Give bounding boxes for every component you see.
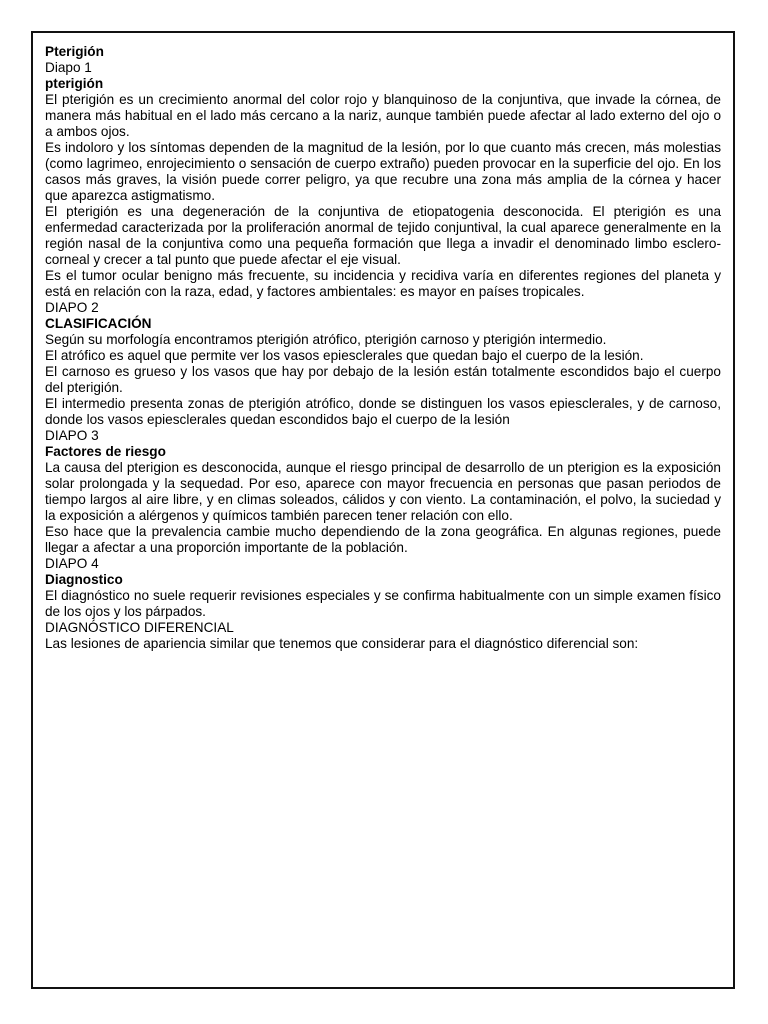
paragraph-prevalence: Eso hace que la prevalencia cambie mucho dependiendo de la zona geográfica. En algunas regiones, puede llegar a afectar a una proporción importante de la población. bbox=[45, 524, 721, 555]
paragraph-morphology: Según su morfología encontramos pterigión atrófico, pterigión carnoso y pterigión intermedio. bbox=[45, 332, 607, 347]
heading-clasificacion: CLASIFICACIÓN bbox=[45, 316, 152, 331]
slide-label-4: DIAPO 4 bbox=[45, 556, 99, 571]
paragraph-similar-lesions: Las lesiones de apariencia similar que tenemos que considerar para el diagnóstico diferencial son: bbox=[45, 636, 639, 651]
label-differential-diagnosis: DIAGNÓSTICO DIFERENCIAL bbox=[45, 620, 234, 635]
heading-pterigion-lower: pterigión bbox=[45, 76, 104, 91]
paragraph-incidence: Es el tumor ocular benigno más frecuente, su incidencia y recidiva varía en diferentes regiones del planeta y está en relación con la raza, edad, y factores ambientales: es mayor en países tropicales. bbox=[45, 268, 721, 299]
slide-label-3: DIAPO 3 bbox=[45, 428, 99, 443]
slide-label-1: Diapo 1 bbox=[45, 60, 92, 75]
document-body bbox=[45, 44, 721, 652]
paragraph-diagnosis: El diagnóstico no suele requerir revisiones especiales y se confirma habitualmente con un simple examen físico de los ojos y los párpados. bbox=[45, 588, 721, 619]
paragraph-definition: El pterigión es un crecimiento anormal del color rojo y blanquinoso de la conjuntiva, que invade la córnea, de manera más habitual en el lado más cercano a la nariz, aunque también puede afectar al lado externo del ojo o a ambos ojos. bbox=[45, 92, 721, 139]
paragraph-atrophic: El atrófico es aquel que permite ver los vasos epiesclerales que quedan bajo el cuerpo de la lesión. bbox=[45, 348, 644, 363]
heading-pterigion: Pterigión bbox=[45, 44, 104, 59]
heading-risk-factors: Factores de riesgo bbox=[45, 444, 166, 459]
paragraph-degeneration: El pterigión es una degeneración de la conjuntiva de etiopatogenia desconocida. El pterigión es una enfermedad caracterizada por la proliferación anormal de tejido conjuntival, la cual aparece generalmente en la región nasal de la conjuntiva como una pequeña formación que llega a invadir el denominado limbo esclero-corneal y crecer a tal punto que puede afectar el eje visual. bbox=[45, 204, 721, 267]
paragraph-fleshy: El carnoso es grueso y los vasos que hay por debajo de la lesión están totalmente escondidos bajo el cuerpo del pterigión. bbox=[45, 364, 721, 395]
paragraph-cause: La causa del pterigion es desconocida, aunque el riesgo principal de desarrollo de un pterigion es la exposición solar prolongada y la sequedad. Por eso, aparece con mayor frecuencia en personas que pasan periodos de tiempo largos al aire libre, y en climas soleados, cálidos y con viento. La contaminación, el polvo, la suciedad y la exposición a alérgenos y químicos también parecen tener relación con ello. bbox=[45, 460, 721, 523]
slide-label-2: DIAPO 2 bbox=[45, 300, 99, 315]
paragraph-symptoms: Es indoloro y los síntomas dependen de la magnitud de la lesión, por lo que cuanto más crecen, más molestias (como lagrimeo, enrojecimiento o sensación de cuerpo extraño) pueden provocar en la superficie del ojo. En los casos más graves, la visión puede correr peligro, ya que recubre una zona más amplia de la córnea y hacer que aparezca astigmatismo. bbox=[45, 140, 721, 203]
heading-diagnostico: Diagnostico bbox=[45, 572, 123, 587]
paragraph-intermediate: El intermedio presenta zonas de pterigión atrófico, donde se distinguen los vasos epiesclerales, y de carnoso, donde los vasos epiesclerales quedan escondidos bajo el cuerpo de la lesión bbox=[45, 396, 721, 427]
